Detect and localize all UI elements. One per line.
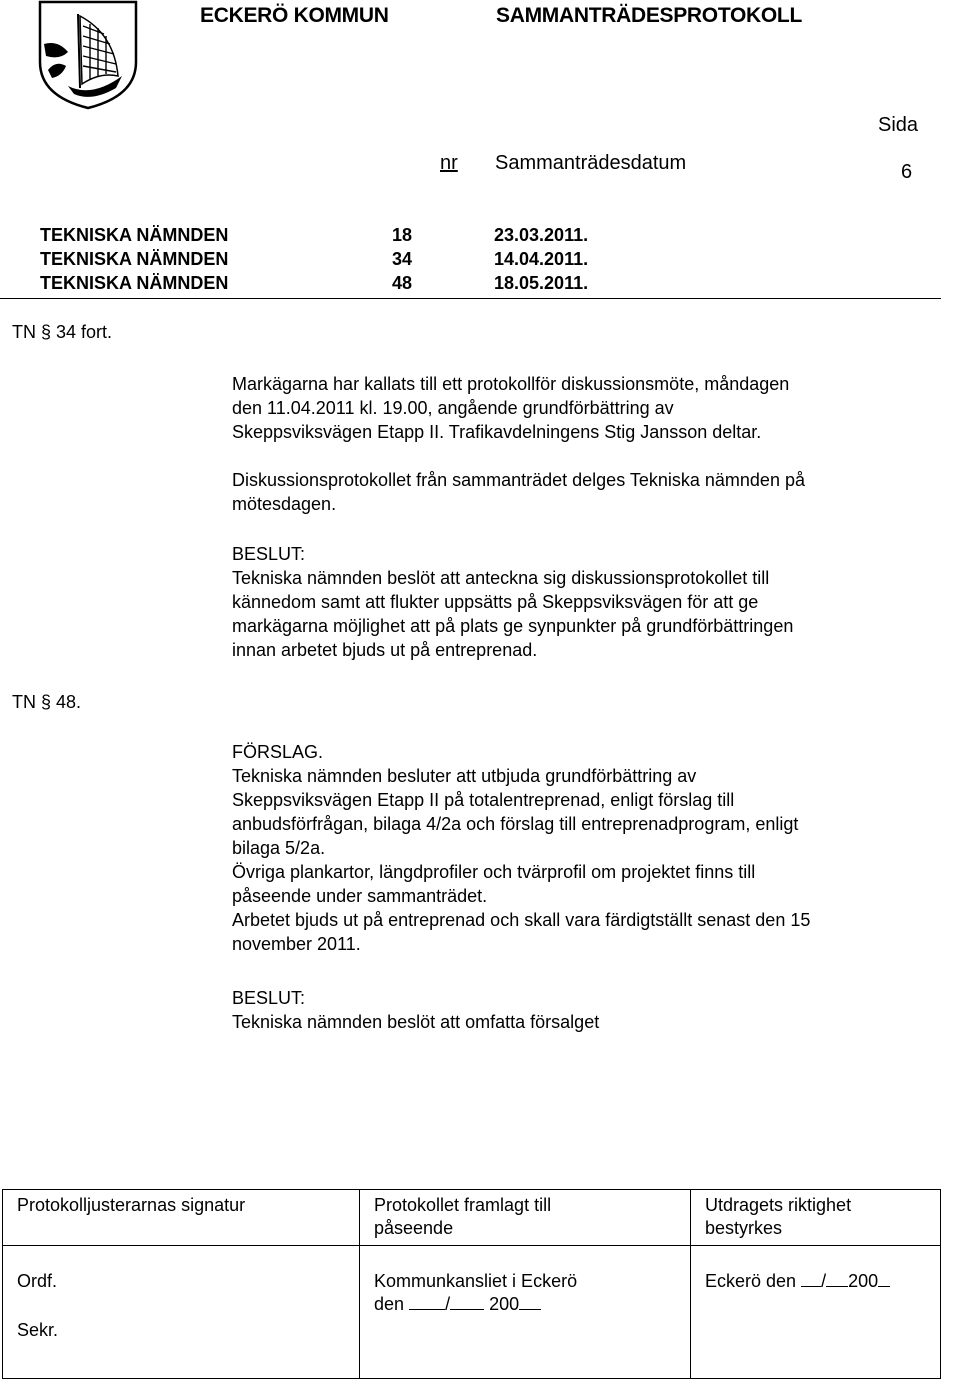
footer-cell	[3, 1246, 360, 1379]
year-prefix: 200	[848, 1271, 879, 1291]
beslut-heading: BESLUT:	[232, 544, 306, 564]
text-line: innan arbetet bjuds ut på entreprenad.	[232, 640, 538, 660]
text-line: den 11.04.2011 kl. 19.00, angående grundförbättring av	[232, 398, 674, 418]
text-line: november 2011.	[232, 934, 361, 954]
register-body: TEKNISKA NÄMNDEN	[40, 249, 229, 269]
den-label: den	[374, 1294, 405, 1314]
tn34-paragraph-2	[232, 468, 805, 516]
text-line: Tekniska nämnden beslöt att omfatta försalget	[232, 1012, 600, 1032]
register-date: 14.04.2011.	[494, 249, 589, 269]
footer-cell	[360, 1246, 691, 1379]
municipality-logo-icon	[38, 0, 138, 110]
forslag-heading: FÖRSLAG.	[232, 742, 324, 762]
register-body: TEKNISKA NÄMNDEN	[40, 225, 229, 245]
beslut-heading: BESLUT:	[232, 988, 306, 1008]
signatures-label: Protokolljusterarnas signatur	[17, 1195, 246, 1215]
month-blank	[826, 1270, 848, 1287]
text-line: bilaga 5/2a.	[232, 838, 326, 858]
year-prefix: 200	[489, 1294, 520, 1314]
register-body: TEKNISKA NÄMNDEN	[40, 273, 229, 293]
year-blank	[878, 1270, 890, 1287]
text-line: anbudsförfrågan, bilaga 4/2a och förslag till entreprenadprogram, enligt	[232, 814, 799, 834]
text-line: Tekniska nämnden besluter att utbjuda grundförbättring av	[232, 766, 697, 786]
footer-cell	[691, 1190, 941, 1246]
section-ref-tn34: TN § 34 fort.	[12, 322, 113, 342]
text-line: Markägarna har kallats till ett protokollför diskussionsmöte, måndagen	[232, 374, 790, 394]
page-number: 6	[901, 161, 913, 183]
text-line: påseende under sammanträdet.	[232, 886, 488, 906]
text-line: Arbetet bjuds ut på entreprenad och skall vara färdigtställt senast den 15	[232, 910, 811, 930]
eckero-den-label: Eckerö den	[705, 1271, 797, 1291]
signature-table	[2, 1189, 941, 1379]
secretary-signature-label: Sekr.	[17, 1320, 59, 1340]
text-line: Tekniska nämnden beslöt att anteckna sig diskussionsprotokollet till	[232, 568, 770, 588]
text-line: mötesdagen.	[232, 494, 337, 514]
posted-date-line	[374, 1293, 680, 1316]
register-nr: 34	[392, 249, 413, 269]
register-nr: 48	[392, 273, 413, 293]
footer-cell	[691, 1246, 941, 1379]
tn48-beslut	[232, 986, 599, 1034]
tn34-beslut	[232, 542, 793, 662]
certified-label: Utdragets riktighet	[705, 1195, 852, 1215]
text-line: kännedom samt att flukter uppsätts på Skeppsviksvägen för att ge	[232, 592, 759, 612]
register-nr: 18	[392, 225, 413, 245]
text-line: Skeppsviksvägen Etapp II på totalentreprenad, enligt förslag till	[232, 790, 735, 810]
register-date: 18.05.2011.	[494, 273, 589, 293]
day-blank	[409, 1293, 445, 1310]
date-slash: /	[445, 1294, 451, 1314]
year-blank	[519, 1293, 541, 1310]
date-label: Sammanträdesdatum	[495, 152, 687, 174]
posted-label: Protokollet framlagt till	[374, 1195, 552, 1215]
text-line: Övriga plankartor, längdprofiler och tvärprofil om projektet finns till	[232, 862, 756, 882]
posted-label: påseende	[374, 1218, 454, 1238]
tn34-paragraph-1	[232, 372, 789, 444]
text-line: Skeppsviksvägen Etapp II. Trafikavdelningens Stig Jansson deltar.	[232, 422, 762, 442]
register-date: 23.03.2011.	[494, 225, 589, 245]
text-line: markägarna möjlighet att på plats ge synpunkter på grundförbättringen	[232, 616, 794, 636]
day-blank	[801, 1270, 821, 1287]
footer-cell	[3, 1190, 360, 1246]
text-line: Diskussionsprotokollet från sammanträdet delges Tekniska nämnden på	[232, 470, 805, 490]
page-label: Sida	[878, 114, 919, 136]
document-type: SAMMANTRÄDESPROTOKOLL	[496, 4, 802, 27]
chair-signature-label: Ordf.	[17, 1271, 58, 1291]
office-label: Kommunkansliet i Eckerö	[374, 1271, 578, 1291]
certified-label: bestyrkes	[705, 1218, 783, 1238]
section-ref-tn48: TN § 48.	[12, 692, 82, 712]
footer-cell	[360, 1190, 691, 1246]
tn48-forslag	[232, 740, 810, 956]
municipality-name: ECKERÖ KOMMUN	[200, 4, 389, 27]
certified-date-line	[705, 1270, 930, 1293]
month-blank	[450, 1293, 484, 1310]
nr-label: nr	[440, 152, 458, 174]
header-rule	[0, 298, 941, 299]
date-slash: /	[821, 1271, 827, 1291]
